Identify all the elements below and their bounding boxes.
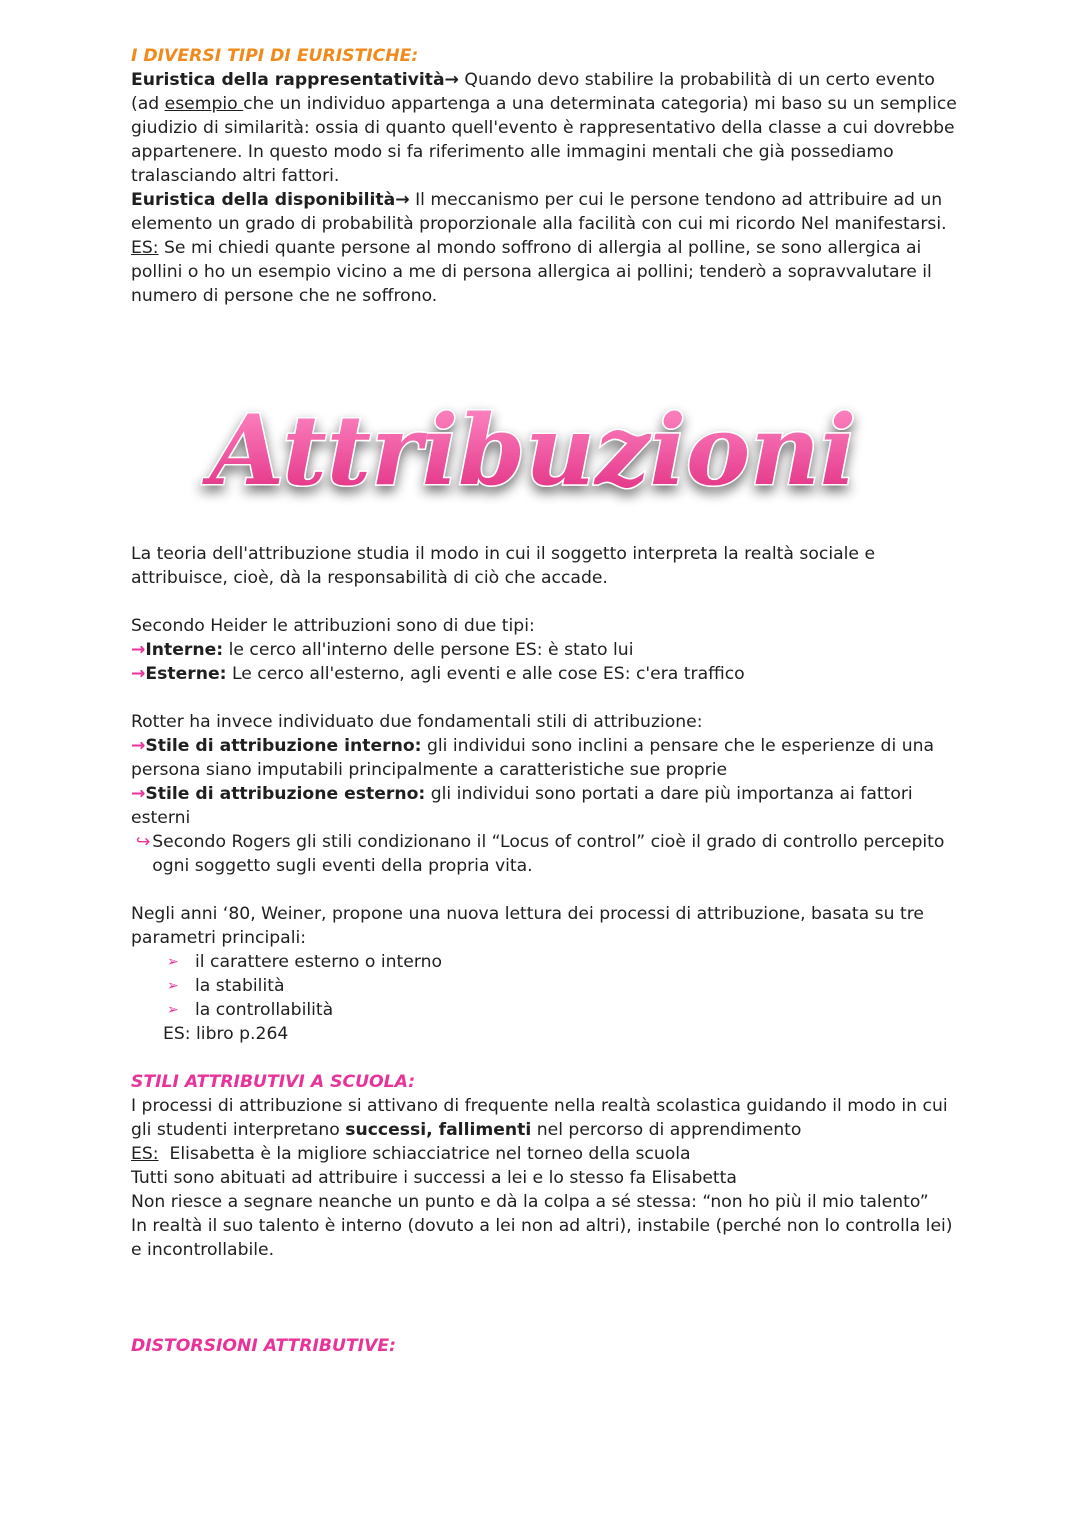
heuristics-example: ES: Se mi chiedi quante persone al mondo soffrono di allergia al polline, se sono allergica ai pollini o ho un esempio vicino a me di persona allergica ai pollini; tenderò a sopravvalutare il numero di persone che ne soffrono. [131,238,932,306]
title-text: Attribuzioni [209,394,857,507]
arrow-icon: → [131,736,146,756]
scuola-line-2: Tutti sono abituati ad attribuire i successi a lei e lo stesso fa Elisabetta [131,1168,737,1188]
weiner-parameters-list [131,950,961,1022]
underlined-word: esempio [164,94,244,114]
disponibilita-term: Euristica della disponibilità [131,190,396,210]
rappresentativita-term: Euristica della rappresentatività [131,70,445,90]
disponibilita-paragraph: Euristica della disponibilità→ Il meccanismo per cui le persone tendono ad attribuire ad un elemento un grado di probabilità proporzionale alla facilità con cui mi ricordo Nel manifestarsi. [131,190,947,234]
bullet-arrow-icon: ➢ [167,978,179,994]
list-item: ➢ il carattere esterno o interno [167,952,442,972]
heider-intro: Secondo Heider le attribuzioni sono di due tipi: [131,616,535,636]
list-item: ➢ la controllabilità [167,1000,334,1020]
return-arrow-icon: ↪ [135,832,151,852]
rotter-intro: Rotter ha invece individuato due fondamentali stili di attribuzione: [131,712,703,732]
intro-paragraph: La teoria dell'attribuzione studia il modo in cui il soggetto interpreta la realtà sociale e attribuisce, cioè, dà la responsabilità di ciò che accade. [131,544,876,588]
decorative-title [131,380,961,530]
rotter-item-esterno: →Stile di attribuzione esterno: gli individui sono portati a dare più importanza ai fattori esterni [131,784,913,828]
scuola-paragraph: I processi di attribuzione si attivano di frequente nella realtà scolastica guidando il modo in cui gli studenti interpretano successi, fallimenti nel percorso di apprendimento [131,1096,948,1140]
document-body [131,44,961,1358]
bullet-arrow-icon: ➢ [167,1002,179,1018]
arrow-icon: → [131,784,146,804]
weiner-example: ES: libro p.264 [163,1024,289,1044]
distorsioni-heading: DISTORSIONI ATTRIBUTIVE: [131,1336,396,1356]
heider-item-interne: →Interne: le cerco all'interno delle persone ES: è stato lui [131,640,634,660]
arrow-icon: → [395,190,410,210]
example-label: ES: [131,238,159,258]
rotter-item-interno: →Stile di attribuzione interno: gli individui sono inclini a pensare che le esperienze di una persona siano imputabili principalmente a caratteristiche sue proprie [131,736,935,780]
heider-item-esterne: →Esterne: Le cerco all'esterno, agli eventi e alle cose ES: c'era traffico [131,664,745,684]
scuola-line-3: Non riesce a segnare neanche un punto e dà la colpa a sé stessa: “non ho più il mio talento” [131,1192,929,1212]
arrow-icon: → [444,70,459,90]
scuola-line-4: In realtà il suo talento è interno (dovuto a lei non ad altri), instabile (perché non lo controlla lei) e incontrollabile. [131,1216,953,1260]
scuola-example: ES: Elisabetta è la migliore schiacciatrice nel torneo della scuola [131,1144,691,1164]
heuristics-heading: I DIVERSI TIPI DI EURISTICHE: [131,46,419,66]
title-lettering [131,380,961,530]
bullet-arrow-icon: ➢ [167,954,179,970]
rogers-note: ↪ Secondo Rogers gli stili condizionano il “Locus of control” cioè il grado di controllo percepito ogni soggetto sugli eventi della propria vita. [131,830,961,878]
arrow-icon: → [131,664,146,684]
arrow-icon: → [131,640,146,660]
scuola-heading: STILI ATTRIBUTIVI A SCUOLA: [131,1072,416,1092]
rappresentativita-paragraph: Euristica della rappresentatività→ Quando devo stabilire la probabilità di un certo evento (ad esempio che un individuo appartenga a una determinata categoria) mi baso su un semplice giudizio di similarità: ossia di quanto quell'evento è rappresentativo della classe a cui dovrebbe appartenere. In questo modo si fa riferimento alle immagini mentali che già possediamo tralasciando altri fattori. [131,70,957,186]
list-item: ➢ la stabilità [167,976,285,996]
example-label: ES: [131,1144,159,1164]
weiner-intro: Negli anni ‘80, Weiner, propone una nuova lettura dei processi di attribuzione, basata su tre parametri principali: [131,904,924,948]
